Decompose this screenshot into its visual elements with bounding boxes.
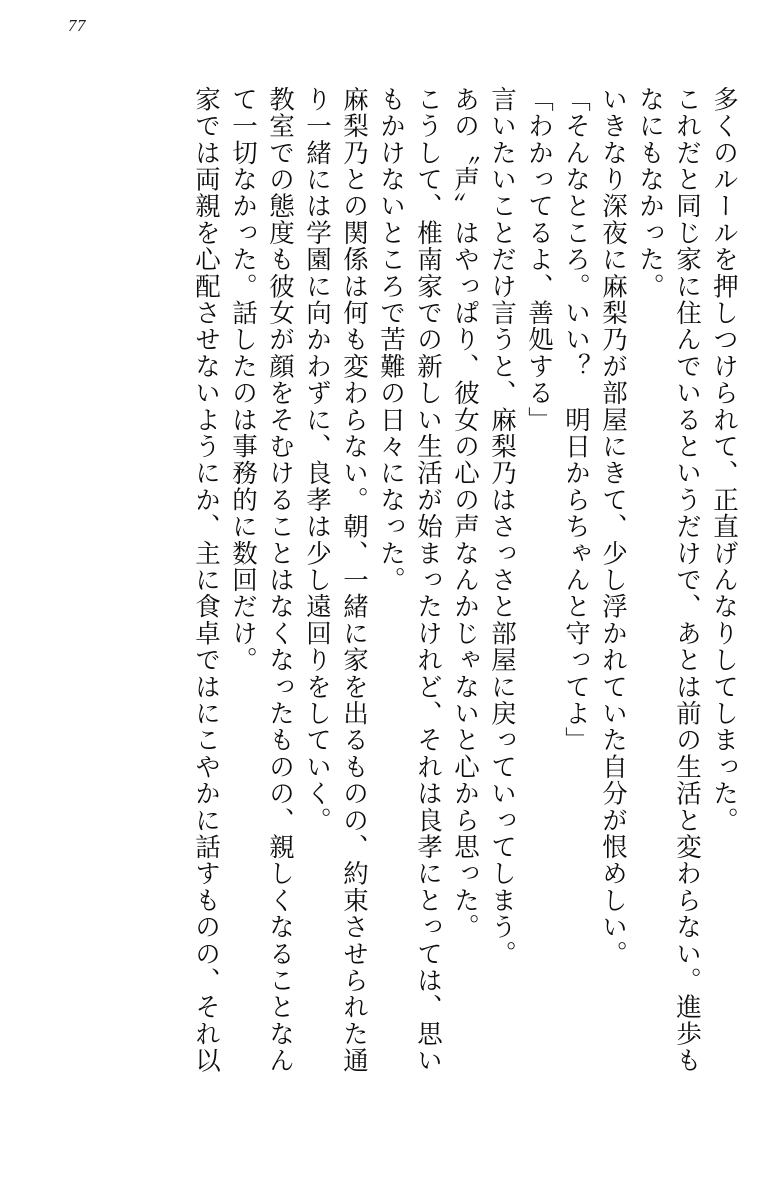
text-line: こうして、椎南家での新しい生活が始まったけれど、それは良孝にとっては、思い bbox=[413, 86, 443, 1074]
page-number: 77 bbox=[68, 16, 86, 35]
text-line: なにもなかった。 bbox=[635, 86, 665, 300]
text-line: これだと同じ家に住んでいるというだけで、あとは前の生活と変わらない。進歩も bbox=[672, 86, 702, 1074]
text-line: 多くのルールを押しつけられて、正直げんなりしてしまった。 bbox=[709, 86, 739, 834]
text-line: て一切なかった。話したのは事務的に数回だけ。 bbox=[228, 86, 258, 674]
text-line: り一緒には学園に向かわずに、良孝は少し遠回りをしていく。 bbox=[302, 86, 332, 834]
text-line: あの〝声〟はやっぱり、彼女の心の声なんかじゃないと心から思った。 bbox=[450, 86, 480, 941]
text-line: 家では両親を心配させないようにか、主に食卓ではにこやかに話すものの、それ以 bbox=[191, 86, 221, 1074]
text-line: 麻梨乃との関係は何も変わらない。朝、一緒に家を出るものの、約束させられた通 bbox=[339, 86, 369, 1074]
text-line: 「わかってるよ、善処する」 bbox=[524, 86, 554, 434]
text-line: 「そんなところ。いい？ 明日からちゃんと守ってよ」 bbox=[561, 86, 591, 754]
text-line: 言いたいことだけ言うと、麻梨乃はさっさと部屋に戻っていってしまう。 bbox=[487, 86, 517, 968]
text-line: いきなり深夜に麻梨乃が部屋にきて、少し浮かれていた自分が恨めしい。 bbox=[598, 86, 628, 968]
text-line: もかけないところで苦難の日々になった。 bbox=[376, 86, 406, 594]
body-text-block bbox=[38, 86, 742, 1166]
text-line: 教室での態度も彼女が顔をそむけることはなくなったものの、親しくなることなん bbox=[265, 86, 295, 1074]
